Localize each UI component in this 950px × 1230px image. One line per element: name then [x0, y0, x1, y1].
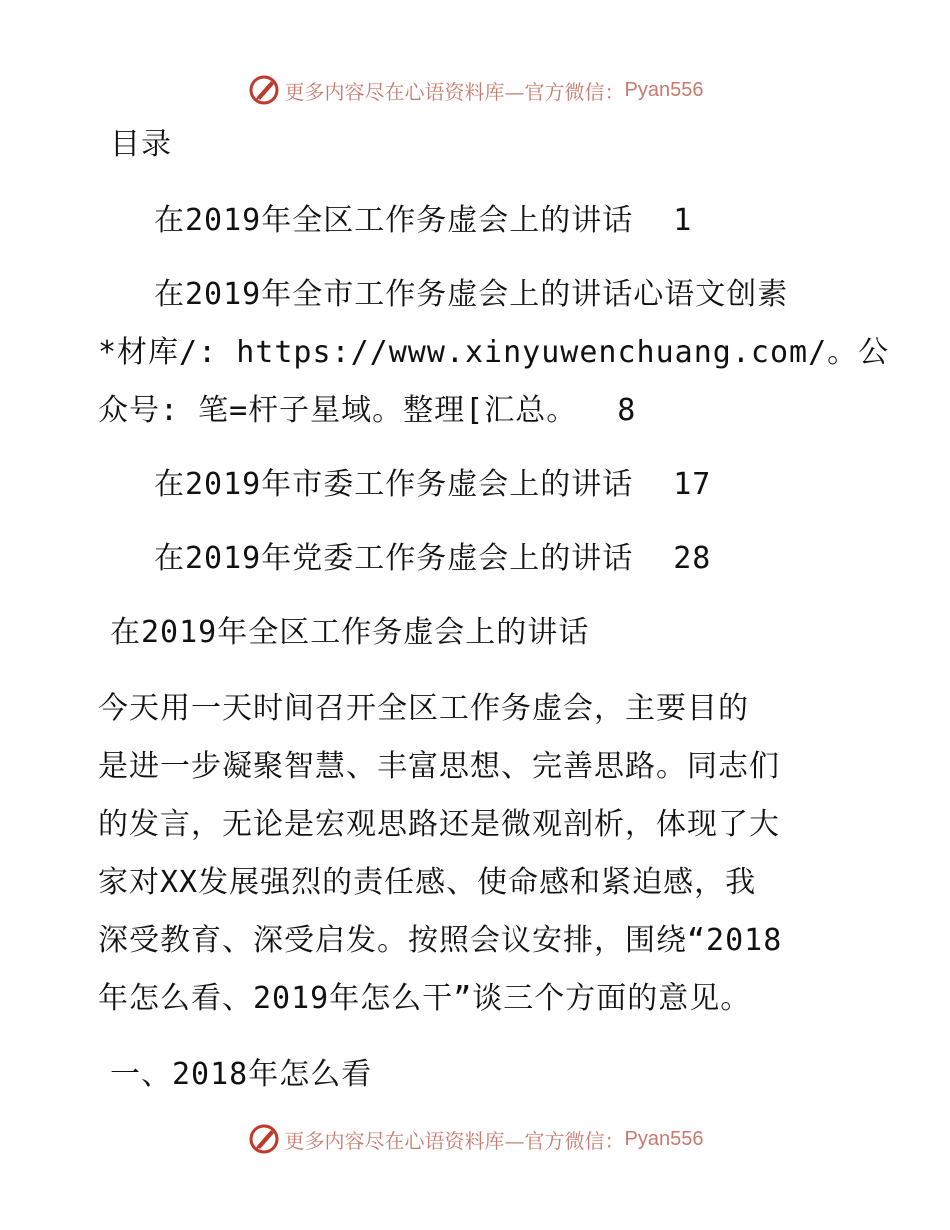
toc-entry-2-line-2[interactable]: *材库/: https://www.xinyuwenchuang.com/。公 — [98, 335, 890, 370]
toc-entry-4[interactable] — [154, 530, 711, 588]
toc-entry-title: 在2019年全区工作务虚会上的讲话 — [154, 203, 634, 238]
paragraph-line: 的发言，无论是宏观思路还是微观剖析，体现了大 — [98, 807, 780, 842]
paragraph-line: 是进一步凝聚智慧、丰富思想、完善思路。同志们 — [98, 749, 780, 784]
toc-entry-page: 1 — [673, 203, 693, 238]
toc-entry-1[interactable] — [154, 192, 692, 250]
toc-entry-title: 众号: 笔=杆子星域。整理[汇总。 — [98, 393, 578, 428]
banner-wechat-id: Pyan556 — [624, 1127, 704, 1150]
toc-entry-3[interactable] — [154, 456, 711, 514]
pen-logo-icon — [247, 73, 281, 107]
toc-entry-title: 在2019年党委工作务虚会上的讲话 — [154, 541, 634, 576]
banner-text: 更多内容尽在心语资料库—官方微信： — [284, 79, 625, 104]
paragraph-line: 年怎么看、2019年怎么干”谈三个方面的意见。 — [98, 981, 752, 1016]
toc-entry-page: 8 — [617, 393, 637, 428]
paragraph-line: 今天用一天时间召开全区工作务虚会，主要目的 — [98, 691, 749, 726]
toc-entry-title: 在2019年市委工作务虚会上的讲话 — [154, 467, 634, 502]
banner-wechat-id: Pyan556 — [624, 78, 704, 101]
toc-entry-2-line-3[interactable] — [98, 382, 636, 440]
toc-entry-page: 28 — [673, 541, 712, 576]
pen-logo-icon — [247, 1122, 281, 1156]
toc-entry-page: 17 — [673, 467, 712, 502]
banner-text: 更多内容尽在心语资料库—官方微信： — [284, 1128, 625, 1153]
article-title: 在2019年全区工作务虚会上的讲话 — [110, 615, 590, 650]
header-watermark-banner — [0, 70, 950, 110]
paragraph-line: 家对XX发展强烈的责任感、使命感和紧迫感，我 — [98, 865, 757, 900]
toc-heading: 目录 — [110, 127, 172, 162]
footer-watermark-banner — [0, 1119, 950, 1159]
toc-entry-2-line-1[interactable]: 在2019年全市工作务虚会上的讲话心语文创素 — [154, 277, 789, 312]
section-heading: 一、2018年怎么看 — [110, 1057, 373, 1092]
paragraph-line: 深受教育、深受启发。按照会议安排，围绕“2018 — [98, 923, 783, 958]
